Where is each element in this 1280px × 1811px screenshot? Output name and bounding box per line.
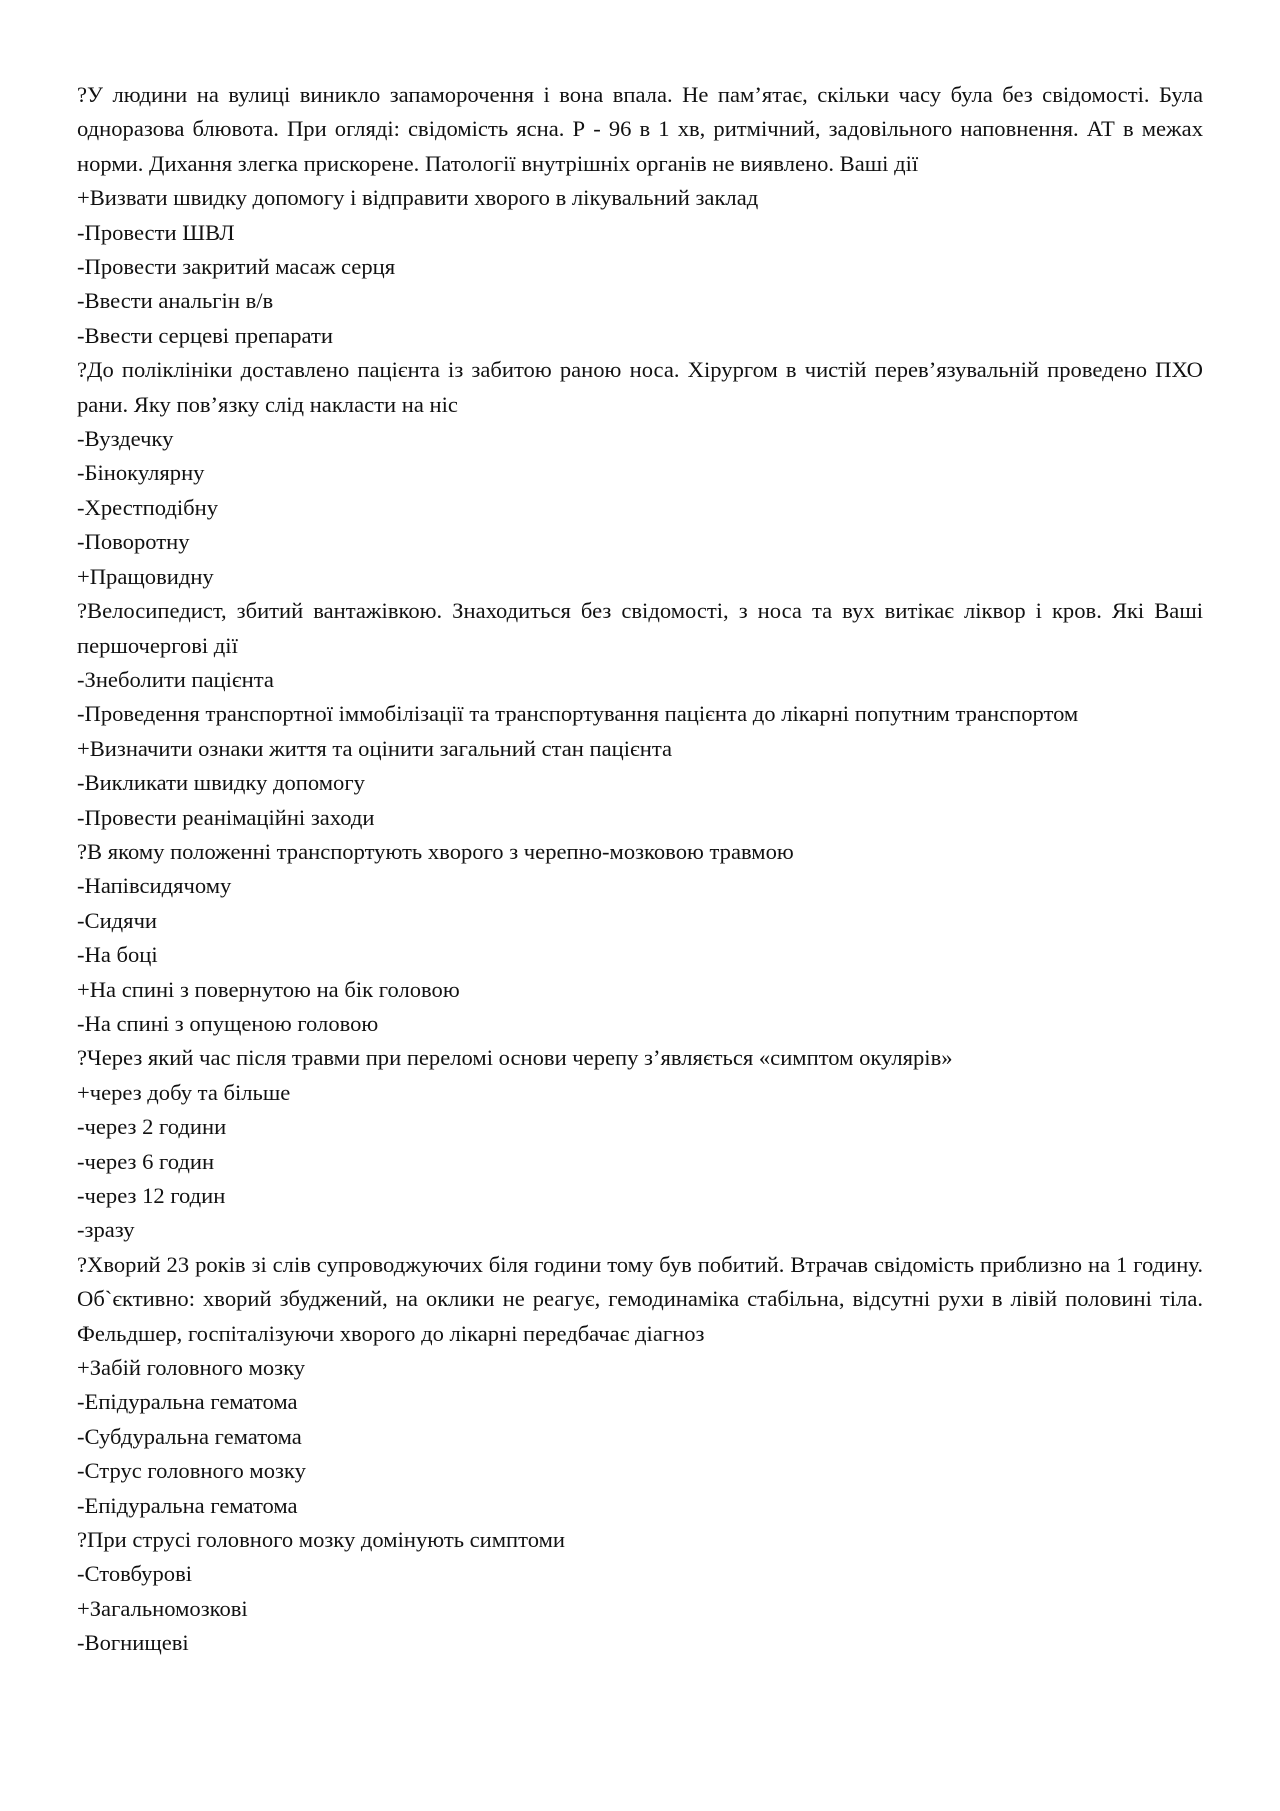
answer-option: -Струс головного мозку	[77, 1458, 306, 1484]
answer-option: -На спині з опущеною головою	[77, 1010, 379, 1036]
answer-option: -Проведення транспортної іммобілізації та транспортування пацієнта до лікарні попутним транспортом	[77, 701, 1079, 727]
question-text: ?Хворий 23 років зі слів супроводжуючих біля години тому був побитий. Втрачав свідомість приблизно на 1 годину. Об`єктивно: хворий збуджений, на оклики не реагує, гемодинаміка стабільна, відсутні рухи в лівій половині тіла. Фельдшер, госпіталізуючи хворого до лікарні передбачає діагноз	[77, 1251, 1203, 1346]
answer-option: -На боці	[77, 942, 158, 968]
question-text: ?В якому положенні транспортують хворого з черепно-мозковою травмою	[77, 838, 794, 864]
answer-option: -Знеболити пацієнта	[77, 666, 274, 692]
answer-option: -Вогнищеві	[77, 1630, 189, 1656]
answer-option: +На спині з повернутою на бік головою	[77, 976, 460, 1002]
answer-option: -Епідуральна гематома	[77, 1389, 298, 1415]
answer-option: -Епідуральна гематома	[77, 1492, 298, 1518]
question-block	[77, 594, 1203, 835]
question-block	[77, 835, 1203, 1041]
answer-option: -Ввести анальгін в/в	[77, 288, 274, 314]
answer-option: +через добу та більше	[77, 1079, 291, 1105]
answer-option: -через 2 години	[77, 1114, 227, 1140]
answer-option: -Сидячи	[77, 907, 158, 933]
answer-option: -Провести ШВЛ	[77, 219, 235, 245]
answer-option: -Напівсидячому	[77, 873, 232, 899]
answer-option: -Провести реанімаційні заходи	[77, 804, 375, 830]
question-text: ?Велосипедист, збитий вантажівкою. Знаходиться без свідомості, з носа та вух витікає ліквор і кров. Які Ваші першочергові дії	[77, 598, 1203, 658]
question-text: ?До поліклініки доставлено пацієнта із забитою раною носа. Хірургом в чистій перев’язувальній проведено ПХО рани. Яку пов’язку слід накласти на ніс	[77, 357, 1203, 417]
answer-option: -Вуздечку	[77, 426, 174, 452]
answer-option: -Провести закритий масаж серця	[77, 254, 396, 280]
answer-option: -через 12 годин	[77, 1183, 226, 1208]
document-page	[77, 78, 1203, 1661]
answer-option: +Пращовидну	[77, 563, 214, 589]
answer-option: -Субдуральна гематома	[77, 1423, 302, 1449]
answer-option: -Ввести серцеві препарати	[77, 322, 333, 348]
question-block	[77, 353, 1203, 594]
answer-option: -Хрестподібну	[77, 494, 219, 520]
answer-option: +Загальномозкові	[77, 1595, 248, 1621]
answer-option: -Стовбурові	[77, 1561, 193, 1587]
answer-option: -зразу	[77, 1217, 135, 1243]
question-text: ?У людини на вулиці виникло запаморочення і вона впала. Не пам’ятає, скільки часу була без свідомості. Була одноразова блювота. При огляді: свідомість ясна. Р - 96 в 1 хв, ритмічний, задовільного наповнення. АТ в межах норми. Дихання злегка прискорене. Патології внутрішніх органів не виявлено. Ваші дії	[77, 82, 1203, 176]
question-block	[77, 1041, 1203, 1247]
answer-option: -Бінокулярну	[77, 460, 205, 486]
answer-option: -Поворотну	[77, 529, 190, 555]
question-text: ?Через який час після травми при переломі основи черепу з’являється «симптом окулярів»	[77, 1045, 953, 1071]
answer-option: -Викликати швидку допомогу	[77, 770, 365, 796]
answer-option: +Забій головного мозку	[77, 1355, 306, 1381]
question-block	[77, 1248, 1203, 1523]
question-text: ?При струсі головного мозку домінують симптоми	[77, 1527, 565, 1553]
answer-option: -через 6 годин	[77, 1148, 215, 1174]
answer-option: +Визначити ознаки життя та оцінити загальний стан пацієнта	[77, 735, 672, 761]
answer-option: +Визвати швидку допомогу і відправити хворого в лікувальний заклад	[77, 185, 759, 211]
question-block	[77, 78, 1203, 353]
question-block	[77, 1523, 1203, 1661]
